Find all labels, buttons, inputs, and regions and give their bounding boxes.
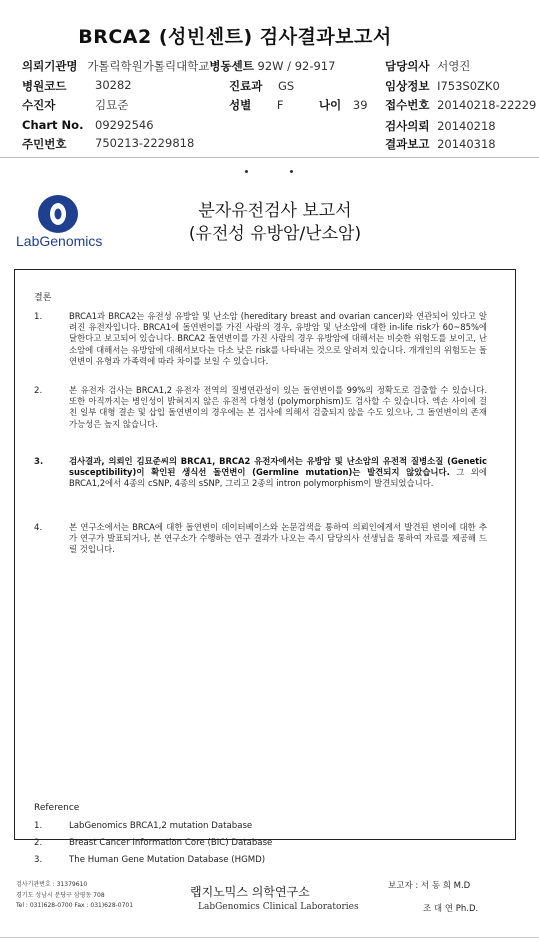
lab-name-korean: 랩지노믹스 의학연구소 — [190, 885, 310, 899]
age-value: 39 — [352, 98, 368, 112]
reference-item: LabGenomics BRCA1,2 mutation Database — [69, 821, 253, 831]
institution-label: 의뢰기관명 — [22, 59, 78, 73]
receipt-label: 접수번호 — [385, 98, 430, 112]
conclusion-label: 결론 — [34, 293, 52, 303]
request-date-label: 검사의뢰 — [385, 119, 430, 133]
header-divider — [0, 157, 539, 158]
conclusion-item-3-rest: 그 외에 BRCA1,2에서 4종의 cSNP, 4종의 sSNP, 그리고 2종의 intron polymorphism이 발견되었습니다. — [69, 467, 487, 489]
reporter: 보고자 : 서 동 희 M.D — [388, 881, 471, 891]
scan-mark — [290, 170, 293, 173]
clinical-info-label: 임상정보 — [385, 79, 430, 93]
lab-contact: Tel : 031)628-0700 Fax : 031)628-0701 — [16, 902, 134, 909]
reference-number: 1. — [34, 821, 43, 831]
conclusion-item-2: 본 유전자 검사는 BRCA1,2 유전자 전역의 질병연관성이 있는 돌연변이를 99%의 정확도로 검출할 수 있습니다. 또한 아직까지는 병인성이 밝혀지지 않은 유전적 다형성 (polymorphism)도 검사할 수 있습니다. 엑손 사이에 걸친 일부 대형 결손 및 삽입 돌연변이의 경우에는 본 검사에 의해서 검출되지 않을 수도 있으나, 그 돌연변이의 존재 가능성은 높지 않습니다. — [69, 385, 487, 429]
result-date-label: 결과보고 — [385, 137, 430, 151]
department-label: 진료과 — [229, 79, 263, 93]
document-title: 분자유전검사 보고서 — [198, 201, 352, 221]
item-number: 3. — [34, 457, 44, 467]
chart-no-label: Chart No. — [22, 118, 84, 132]
reference-item: The Human Gene Mutation Database (HGMD) — [69, 855, 266, 865]
reviewer: 조 대 연 Ph.D. — [423, 904, 479, 914]
chart-no-value: 09292546 — [95, 118, 154, 132]
document-subtitle: (유전성 유방암/난소암) — [188, 224, 362, 244]
reference-label: Reference — [34, 803, 80, 813]
reference-item: Breast Cancer Information Core (BIC) Database — [69, 838, 273, 848]
reference-number: 3. — [34, 855, 43, 865]
resident-no-value: 750213-2229818 — [95, 136, 195, 150]
institution-row — [22, 58, 335, 74]
department-value: GS — [277, 79, 295, 93]
doctor-value: 서영진 — [437, 59, 471, 73]
sex-value: F — [276, 98, 284, 112]
request-date-value: 20140218 — [437, 119, 496, 133]
item-number: 1. — [34, 312, 43, 322]
report-title: BRCA2 (성빈센트) 검사결과보고서 — [78, 26, 392, 48]
institution-value: 가톨릭학원가톨릭대학교 — [87, 59, 210, 73]
resident-no-label: 주민번호 — [22, 137, 67, 151]
logo-text: LabGenomics — [16, 233, 103, 249]
doctor-row — [385, 58, 470, 74]
age-label: 나이 — [319, 98, 342, 112]
conclusion-item-1: BRCA1과 BRCA2는 유전성 유방암 및 난소암 (hereditary breast and ovarian cancer)와 연관되어 있다고 알려진 유전자입니다. BRCA1에 돌연변이를 가진 사람의 경우, 유방암 및 난소암에 대한 in-life risk가 60~85%에 달한다고 보고되어 있습니다. BRCA2 돌연변이를 가진 사람의 경우 유방암에 대해서는 비슷한 위험도를 보이고, 난소암에 대해서는 유방암에 대해서보다는 다소 낮은 risk를 나타내는 것으로 알려져 있습니다. 개개인의 위험도는 돌연변이 유형과 가족력에 따라 차이를 보일 수 있습니다. — [69, 311, 487, 366]
ward-value: 92W / 92-917 — [257, 59, 336, 73]
item-number: 4. — [34, 523, 43, 533]
examinee-label: 수진자 — [22, 98, 56, 112]
footer-divider — [0, 937, 539, 938]
conclusion-item-3 — [69, 456, 487, 490]
lab-address: 경기도 성남시 분당구 삼평동 708 — [16, 892, 105, 899]
hospital-code-value: 30282 — [95, 78, 132, 92]
reference-number: 2. — [34, 838, 43, 848]
lab-registration-no: 검사기관번호 : 31379610 — [16, 881, 88, 888]
conclusion-item-3-bold: 검사결과, 의뢰인 김묘준씨의 BRCA1, BRCA2 유전자에서는 유방암 및 난소암의 유전적 질병소질 (Genetic susceptibility)이 확인된 생식선 돌연변이 (Germline mutation)는 발견되지 않았습니다. — [69, 456, 487, 478]
examinee-value: 김묘준 — [95, 98, 129, 112]
conclusion-item-4: 본 연구소에서는 BRCA에 대한 돌연변이 데이터베이스와 논문검색을 통하여 의뢰인에게서 발견된 변이에 대한 추가 연구가 발표되거나, 본 연구소가 수행하는 연구 결과가 나오는 즉시 담당의사 선생님을 통하여 자료를 제공해 드릴 것입니다. — [69, 522, 487, 555]
hospital-code-label: 병원코드 — [22, 79, 67, 93]
lab-name-english: LabGenomics Clinical Laboratories — [198, 902, 359, 912]
sex-label: 성별 — [229, 98, 252, 112]
item-number: 2. — [34, 386, 43, 396]
receipt-value: 20140218-22229 — [437, 98, 537, 112]
ward-label: 병동센트 — [209, 59, 254, 73]
result-date-value: 20140318 — [437, 137, 496, 151]
scan-mark — [245, 170, 248, 173]
clinical-info-value: I753S0ZK0 — [437, 79, 500, 93]
doctor-label: 담당의사 — [385, 59, 430, 73]
